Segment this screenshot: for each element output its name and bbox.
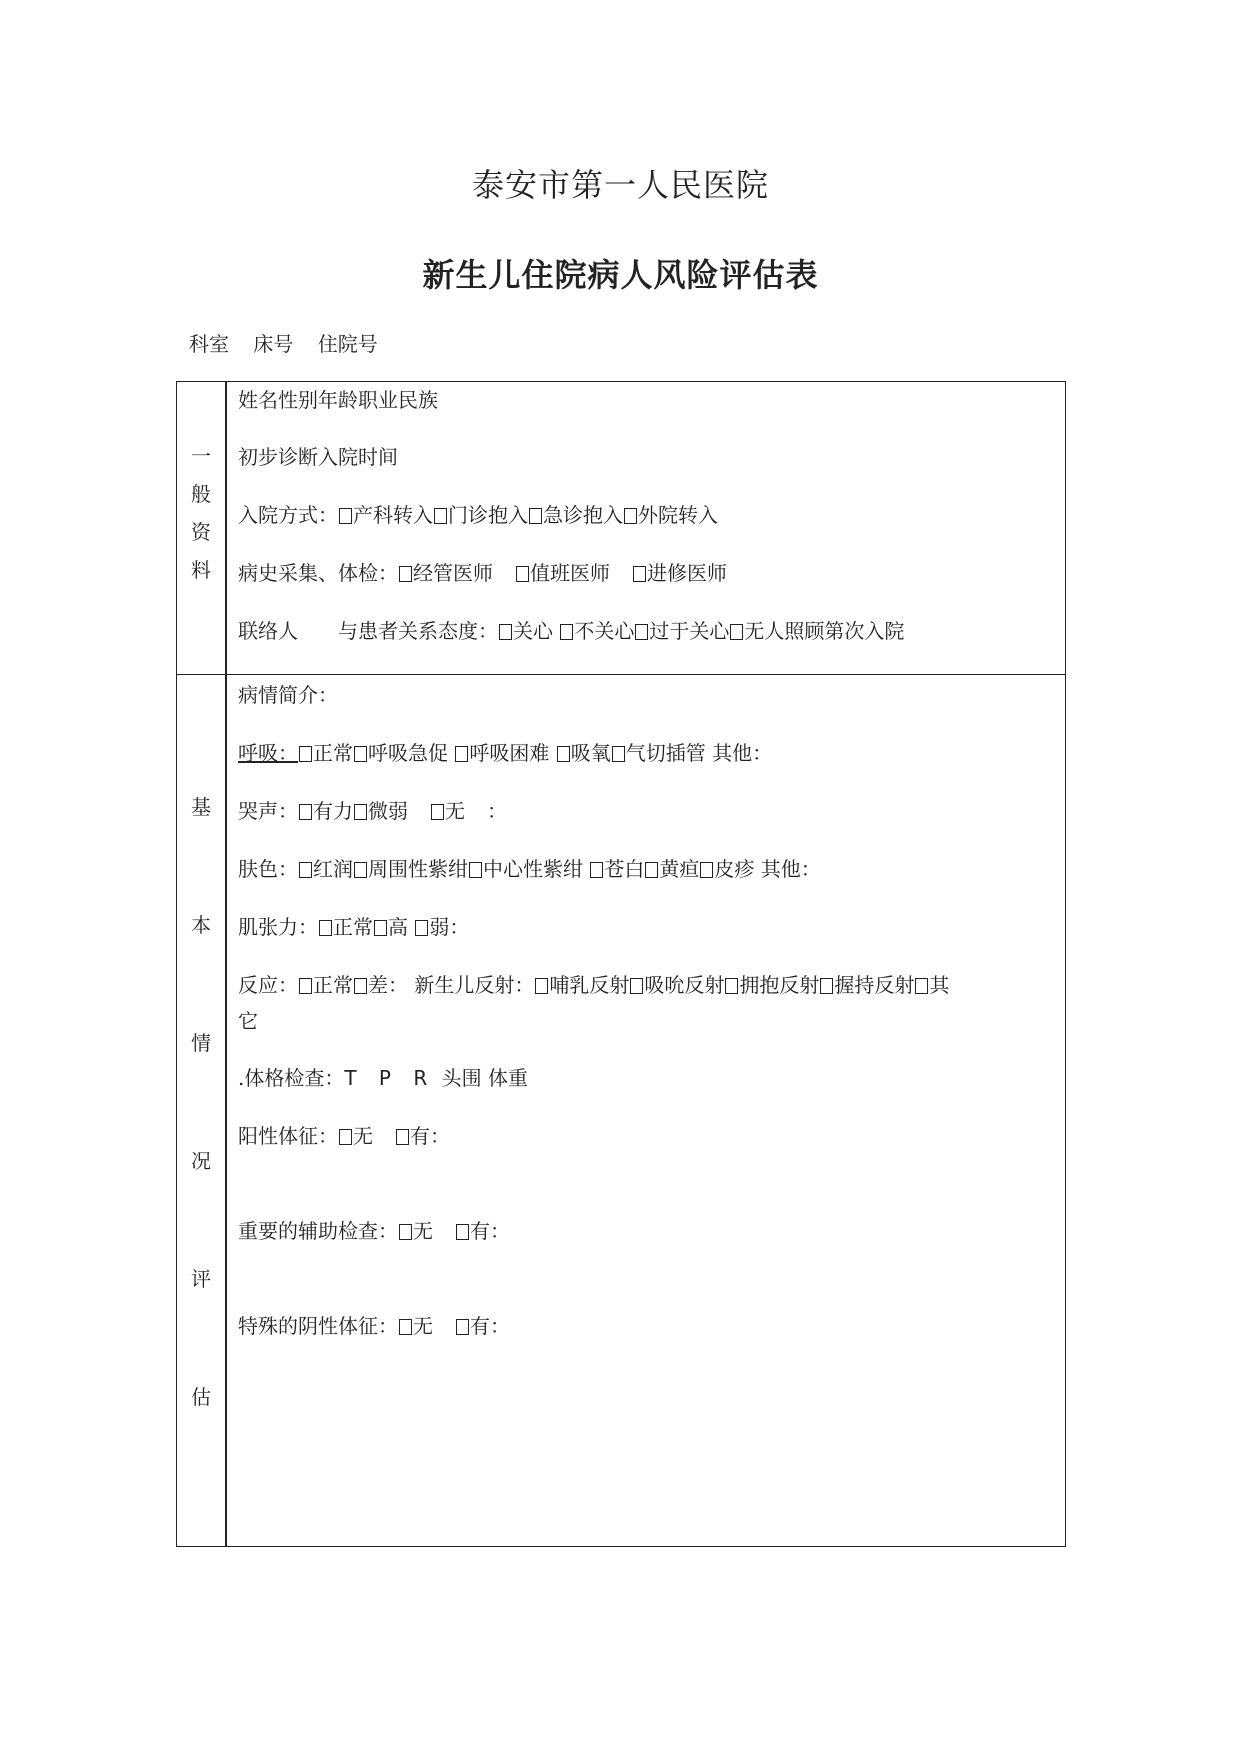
column-divider bbox=[225, 382, 227, 1546]
label: 呼吸： bbox=[238, 741, 298, 765]
side-char: 一 bbox=[191, 444, 211, 468]
checkbox[interactable] bbox=[590, 862, 603, 878]
checkbox[interactable] bbox=[645, 862, 658, 878]
checkbox[interactable] bbox=[299, 804, 312, 820]
side-char: 本 bbox=[191, 913, 211, 937]
checkbox[interactable] bbox=[354, 746, 367, 762]
row-auxiliary-exam: 重要的辅助检查： 无 有： bbox=[238, 1219, 510, 1243]
row-patient-info: 姓名性别年龄职业民族 bbox=[238, 388, 438, 412]
label: 肤色： bbox=[238, 857, 298, 881]
label: 肌张力： bbox=[238, 915, 318, 939]
checkbox[interactable] bbox=[354, 862, 367, 878]
section-divider bbox=[177, 674, 1065, 675]
side-char: 况 bbox=[191, 1149, 211, 1173]
checkbox[interactable] bbox=[820, 978, 833, 994]
label: 哭声： bbox=[238, 799, 298, 823]
checkbox[interactable] bbox=[469, 862, 482, 878]
checkbox[interactable] bbox=[633, 566, 646, 582]
label: 联络人 bbox=[238, 619, 298, 643]
checkbox[interactable] bbox=[725, 978, 738, 994]
checkbox[interactable] bbox=[339, 1129, 352, 1145]
checkbox[interactable] bbox=[630, 978, 643, 994]
checkbox[interactable] bbox=[557, 746, 570, 762]
row-history-collection: 病史采集、体检： 经管医师 值班医师 进修医师 bbox=[238, 561, 727, 585]
label: 特殊的阴性体征： bbox=[238, 1314, 398, 1338]
side-char: 估 bbox=[191, 1385, 211, 1409]
label: 阳性体征： bbox=[238, 1124, 338, 1148]
form-title: 新生儿住院病人风险评估表 bbox=[422, 256, 819, 294]
checkbox[interactable] bbox=[529, 508, 542, 524]
checkbox[interactable] bbox=[516, 566, 529, 582]
checkbox[interactable] bbox=[354, 804, 367, 820]
row-condition-intro: 病情简介： bbox=[238, 683, 338, 707]
side-char: 评 bbox=[191, 1267, 211, 1291]
checkbox[interactable] bbox=[456, 1224, 469, 1240]
checkbox[interactable] bbox=[399, 1319, 412, 1335]
checkbox[interactable] bbox=[915, 978, 928, 994]
checkbox[interactable] bbox=[560, 624, 573, 640]
checkbox[interactable] bbox=[396, 1129, 409, 1145]
checkbox[interactable] bbox=[456, 1319, 469, 1335]
checkbox[interactable] bbox=[635, 624, 648, 640]
checkbox[interactable] bbox=[319, 920, 332, 936]
label: 入院方式： bbox=[238, 503, 338, 527]
checkbox[interactable] bbox=[624, 508, 637, 524]
side-char: 般 bbox=[191, 482, 211, 506]
field-bed-number: 床号 bbox=[253, 332, 294, 356]
checkbox[interactable] bbox=[374, 920, 387, 936]
row-muscle-tone: 肌张力： 正常 高 弱： bbox=[238, 915, 470, 939]
row-positive-signs: 阳性体征： 无 有： bbox=[238, 1124, 450, 1148]
checkbox[interactable] bbox=[612, 746, 625, 762]
label: 病史采集、体检： bbox=[238, 561, 398, 585]
row-physical-exam: .体格检查：T P R 头围 体重 bbox=[238, 1066, 528, 1090]
checkbox[interactable] bbox=[299, 862, 312, 878]
row-diagnosis: 初步诊断入院时间 bbox=[238, 445, 398, 469]
checkbox[interactable] bbox=[399, 1224, 412, 1240]
checkbox[interactable] bbox=[535, 978, 548, 994]
row-skin-color: 肤色： 红润 周围性紫绀 中心性紫绀 苍白 黄疸 皮疹 其他： bbox=[238, 857, 821, 881]
label: 重要的辅助检查： bbox=[238, 1219, 398, 1243]
side-char: 资 bbox=[191, 520, 211, 544]
row-admission-method: 入院方式： 产科转入 门诊抱入 急诊抱入 外院转入 bbox=[238, 503, 718, 527]
label: .体格检查： bbox=[238, 1066, 345, 1090]
row-negative-signs: 特殊的阴性体征： 无 有： bbox=[238, 1314, 510, 1338]
checkbox[interactable] bbox=[399, 566, 412, 582]
checkbox[interactable] bbox=[455, 746, 468, 762]
checkbox[interactable] bbox=[415, 920, 428, 936]
side-char: 基 bbox=[191, 795, 211, 819]
field-admission-number: 住院号 bbox=[317, 332, 378, 356]
checkbox[interactable] bbox=[700, 862, 713, 878]
checkbox[interactable] bbox=[499, 624, 512, 640]
row-breathing: 呼吸： 正常 呼吸急促 呼吸困难 吸氧 气切插管 其他： bbox=[238, 741, 773, 765]
checkbox[interactable] bbox=[431, 804, 444, 820]
assessment-table bbox=[176, 381, 1066, 1547]
label: 反应： bbox=[238, 973, 298, 997]
checkbox[interactable] bbox=[339, 508, 352, 524]
header-fields bbox=[189, 328, 396, 357]
checkbox[interactable] bbox=[299, 978, 312, 994]
checkbox[interactable] bbox=[730, 624, 743, 640]
hospital-name: 泰安市第一人民医院 bbox=[471, 166, 769, 204]
row-cry: 哭声： 有力 微弱 无 ： bbox=[238, 799, 507, 823]
checkbox[interactable] bbox=[299, 746, 312, 762]
side-char: 情 bbox=[191, 1031, 211, 1055]
checkbox[interactable] bbox=[434, 508, 447, 524]
row-contact: 联络人 与患者关系态度： 关心 不关心 过于关心 无人照顾第次入院 bbox=[238, 619, 905, 643]
side-char: 料 bbox=[191, 558, 211, 582]
row-reaction: 反应： 正常 差： 新生儿反射： 哺乳反射 吸吮反射 拥抱反射 握持反射 其 它 bbox=[238, 973, 950, 1033]
checkbox[interactable] bbox=[354, 978, 367, 994]
field-department: 科室 bbox=[189, 332, 229, 356]
